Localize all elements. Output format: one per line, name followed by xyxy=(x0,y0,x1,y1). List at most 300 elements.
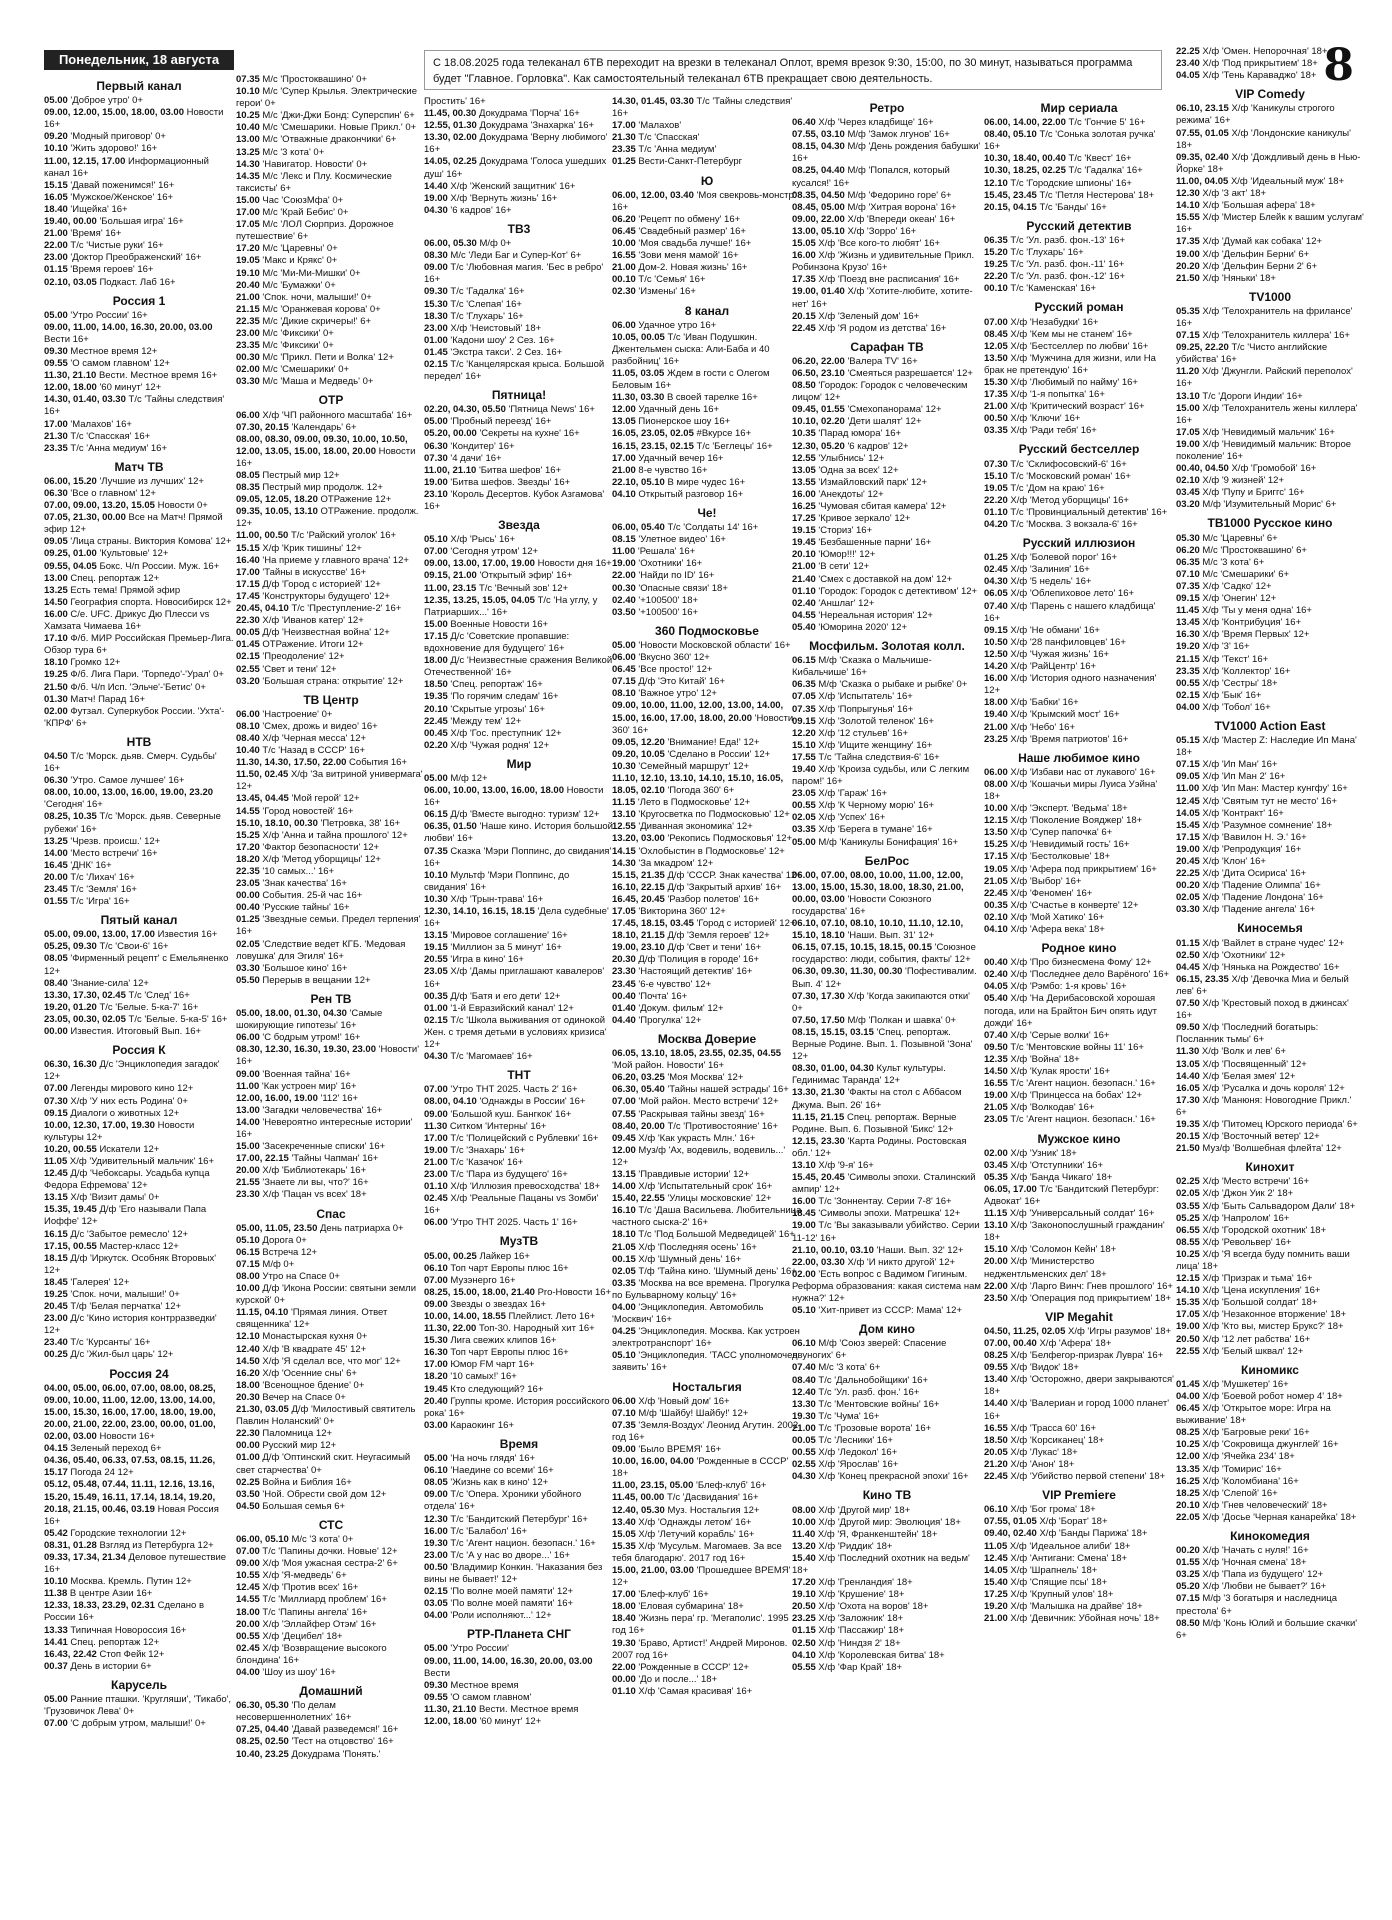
channel-title: Матч ТВ xyxy=(114,459,164,474)
program-title: Х/ф 'Пацан vs всех' 18+ xyxy=(262,1189,367,1201)
program-entry xyxy=(424,181,614,193)
program-time: 01.15 xyxy=(792,1625,816,1637)
schedule-column-2 xyxy=(236,74,426,1761)
program-title: Докудрама 'Понять.' xyxy=(291,1748,381,1760)
program-title: Х/ф 'Игры разумов' 18+ xyxy=(1068,1325,1172,1337)
program-time: 06.05 xyxy=(984,588,1008,600)
program-time: 00.10 xyxy=(984,283,1008,295)
program-time: 14.40 xyxy=(984,1398,1008,1410)
program-entry xyxy=(236,769,426,793)
program-title: Лайкер 16+ xyxy=(479,1250,530,1262)
program-time: 19.05 xyxy=(236,255,260,267)
program-entry xyxy=(792,501,982,513)
program-time: 02.05 xyxy=(236,938,260,950)
program-title: Pro-Новости 16+ xyxy=(537,1286,612,1298)
program-time: 22.25 xyxy=(1176,868,1200,880)
program-time: 22.45 xyxy=(984,1471,1008,1483)
program-time: 13.20, 03.00 xyxy=(612,833,665,845)
program-entry xyxy=(792,561,982,573)
program-entry xyxy=(792,1399,982,1411)
program-entry xyxy=(1176,1439,1364,1451)
program-time: 23.30 xyxy=(236,1189,260,1201)
program-time: 20.00 xyxy=(236,1165,260,1177)
program-entry xyxy=(984,1066,1174,1078)
program-time: 08.35 xyxy=(236,482,260,494)
program-title: Т/с 'Знахарь' 16+ xyxy=(450,1144,526,1156)
program-title: Х/ф 'Дельфин Берни 2' 6+ xyxy=(1202,260,1318,272)
program-time: 15.15 xyxy=(44,179,68,191)
program-entry xyxy=(792,1447,982,1459)
program-entry xyxy=(44,1168,234,1192)
program-title: Х/ф 'Критический возраст' 16+ xyxy=(1010,401,1145,413)
program-entry xyxy=(984,425,1174,437)
program-time: 04.30 xyxy=(424,1051,448,1063)
program-time: 17.15 xyxy=(1176,831,1200,843)
program-title: 'Есть вопрос с Вадимом Гигиным. Реформа образования: какая система нам нужна?' 12+ xyxy=(792,1268,981,1304)
program-entry xyxy=(424,619,614,631)
program-entry xyxy=(236,745,426,757)
program-title: М/ф 0+ xyxy=(479,238,512,250)
program-title: Х/ф 'Парень с нашего кладбища' 16+ xyxy=(984,600,1156,624)
program-title: ОТРажение. Итоги 12+ xyxy=(262,639,364,651)
program-entry xyxy=(44,1540,234,1552)
program-time: 05.00 xyxy=(612,639,636,651)
program-time: 23.00 xyxy=(424,322,448,334)
program-entry xyxy=(236,878,426,890)
program-entry xyxy=(1176,439,1364,463)
program-entry xyxy=(44,1313,234,1337)
program-title: 'Прошедшее ВРЕМЯ' 12+ xyxy=(612,1564,791,1589)
program-title: Х/ф 'Другой мир' 18+ xyxy=(818,1504,911,1516)
program-entry xyxy=(236,866,426,878)
program-time: 17.35 xyxy=(984,389,1008,401)
program-title: 'Малахов' xyxy=(638,120,682,132)
program-time: 14.30, 01.45, 03.30 xyxy=(612,96,694,107)
program-title: Х/ф 'Белфегор-призрак Лувра' 16+ xyxy=(1010,1350,1164,1362)
program-title: Х/ф 'Чужая родня' 12+ xyxy=(450,739,550,751)
program-entry xyxy=(424,1680,614,1692)
program-title: Д/с 'Кино история контрразведки' 12+ xyxy=(44,1313,217,1337)
program-entry xyxy=(424,404,614,416)
program-entry xyxy=(612,238,802,250)
program-title: Х/ф 'Испытательный срок' 16+ xyxy=(638,1181,773,1193)
program-entry xyxy=(984,247,1174,259)
program-entry xyxy=(44,836,234,848)
program-title: 'Блеф-клуб' 16+ xyxy=(696,1480,767,1492)
program-entry xyxy=(612,749,802,761)
schedule-column-3 xyxy=(424,96,614,1728)
program-time: 08.25, 04.40 xyxy=(792,165,845,177)
program-title: М/ф 'Полкан и шавка' 0+ xyxy=(847,1014,957,1026)
program-entry xyxy=(612,595,802,607)
program-title: Военные Новости 16+ xyxy=(450,618,549,630)
program-time: 19.20, 01.20 xyxy=(44,1001,97,1013)
program-entry xyxy=(612,1396,802,1408)
program-time: 07.00 xyxy=(612,1096,636,1108)
program-title: Т/с 'Папины дочки. Новые' 12+ xyxy=(262,1546,398,1558)
program-title: Х/ф 'Осенние сны' 6+ xyxy=(262,1367,357,1379)
program-entry xyxy=(792,1196,982,1208)
program-title: 'Жизнь пера' гр. 'Мегаполис'. 1995 год 16+ xyxy=(612,1613,789,1637)
program-time: 09.15 xyxy=(1176,593,1200,605)
program-title: Спец. репортаж 12+ xyxy=(70,1636,160,1648)
program-entry xyxy=(1176,771,1364,783)
program-entry xyxy=(236,1440,426,1452)
program-entry xyxy=(424,570,614,582)
program-time: 06.00, 05.10 xyxy=(236,1533,289,1545)
program-entry xyxy=(424,1526,614,1538)
program-title: Х/ф 'Банды Парижа' 18+ xyxy=(1039,1528,1148,1540)
program-time: 12.50 xyxy=(984,648,1008,660)
program-time: 17.00 xyxy=(612,120,636,132)
program-entry xyxy=(792,1257,982,1269)
program-entry xyxy=(612,882,802,894)
program-entry xyxy=(612,428,802,440)
program-title: 'Мужское/Женское' 16+ xyxy=(70,191,174,203)
schedule-column-5 xyxy=(792,96,982,1674)
program-title: Т/с 'Банды' 16+ xyxy=(1039,201,1107,213)
program-title: Х/ф 'Вернуть жизнь' 16+ xyxy=(450,192,558,204)
program-title: Т/с 'Глухарь' 16+ xyxy=(1010,247,1084,259)
program-entry xyxy=(984,129,1174,153)
channel-title: Кинокомедия xyxy=(1230,1528,1310,1543)
program-entry xyxy=(984,767,1174,779)
program-title: Х/ф 'Открытое море: Игра на выживание' 18+ xyxy=(1176,1403,1331,1427)
program-time: 07.00, 00.40 xyxy=(984,1338,1037,1349)
program-time: 19.00 xyxy=(612,558,636,570)
program-title: Т/с 'Анна медиум' 16+ xyxy=(70,442,168,454)
program-time: 19.00 xyxy=(984,1090,1008,1102)
program-title: Х/ф 'Цена искупления' 16+ xyxy=(1202,1285,1321,1297)
program-time: 11.00, 23.15 xyxy=(424,582,477,594)
program-entry xyxy=(1176,557,1364,569)
program-time: 07.50 xyxy=(1176,998,1200,1010)
program-time: 06.10, 07.10, 08.10, 10.10, 11.10, 12.10, 15.10, 18.10 xyxy=(792,918,964,942)
program-entry xyxy=(424,1716,614,1728)
program-entry xyxy=(612,1662,802,1674)
program-title: Х/ф 'Идеальный муж' 18+ xyxy=(1230,175,1345,187)
program-entry xyxy=(1176,261,1364,273)
program-entry xyxy=(612,954,802,966)
program-title: 'Энциклопедия. Москва. Как устроен электротранспорт' 16+ xyxy=(612,1326,800,1350)
program-title: Х/ф 'Девичник: Убойная ночь' 18+ xyxy=(1010,1613,1160,1625)
program-time: 10.30, 18.40, 00.40 xyxy=(984,153,1066,165)
program-time: 08.00 xyxy=(792,1504,816,1516)
program-title: Ранние пташки. 'Кругляши', 'Тикабо', 'Грузовичок Лева' 0+ xyxy=(44,1694,232,1718)
program-entry xyxy=(424,821,614,845)
program-time: 23.05 xyxy=(792,788,816,800)
program-title: Х/ф 'Охотники' 12+ xyxy=(1202,949,1286,961)
program-title: Х/ф 'Белый шквал' 12+ xyxy=(1202,1345,1304,1357)
program-time: 01.25 xyxy=(984,552,1008,564)
program-entry xyxy=(612,1589,802,1601)
program-entry xyxy=(424,846,614,870)
program-time: 10.20, 00.55 xyxy=(44,1143,97,1155)
program-title: Х/ф 'Ип Ман: Мастер кунгфу' 16+ xyxy=(1201,783,1348,795)
program-time: 05.30 xyxy=(1176,532,1200,544)
program-title: 'Юмор!!!' 12+ xyxy=(818,549,876,561)
program-title: Т/с 'Ул. разб. фон.-13' 16+ xyxy=(1010,234,1126,246)
program-entry xyxy=(44,657,234,669)
program-title: 'О самом главном' 12+ xyxy=(70,358,171,370)
program-time: 09.00, 10.00, 11.00, 12.00, 13.00, 14.00, 15.00, 16.00, 17.00, 18.00, 20.00 xyxy=(612,700,784,724)
program-title: Известия. Итоговый Вып. 16+ xyxy=(70,1026,202,1038)
program-entry xyxy=(792,323,982,335)
program-time: 18.20 xyxy=(424,1371,448,1383)
program-title: Т/с 'Земля' 16+ xyxy=(70,884,137,895)
program-title: Х/ф 'Русалка и дочь короля' 12+ xyxy=(1202,1082,1345,1094)
program-title: Т/с 'Вы заказывали убийство. Серии 11-12' 16+ xyxy=(792,1220,980,1244)
program-entry xyxy=(424,108,614,120)
program-title: 'Большая игра' 16+ xyxy=(99,216,184,228)
program-entry xyxy=(44,872,234,884)
program-entry xyxy=(1176,783,1364,795)
program-title: Новости 16+ xyxy=(424,785,604,809)
program-entry xyxy=(612,1109,802,1121)
program-time: 13.10 xyxy=(1176,390,1200,402)
program-entry xyxy=(44,204,234,216)
program-entry xyxy=(984,969,1174,981)
program-entry xyxy=(1176,1131,1364,1143)
program-entry xyxy=(612,676,802,688)
program-entry xyxy=(984,1030,1174,1042)
program-time: 08.25, 02.50 xyxy=(236,1736,289,1748)
program-time: 13.15 xyxy=(612,1168,636,1180)
program-title: 'Доброе утро' 0+ xyxy=(70,95,143,107)
program-title: События 16+ xyxy=(349,757,408,769)
program-time: 06.10 xyxy=(424,1262,448,1274)
program-title: Х/ф 'Под прикрытием' 18+ xyxy=(1202,58,1318,70)
program-title: Футзал. Суперкубок России. 'Ухта'-'КПРФ' 6+ xyxy=(44,705,225,729)
program-title: М/с '3 кота' 6+ xyxy=(1202,556,1265,568)
program-title: Докудрама 'Голоса ушедших душ' 16+ xyxy=(424,156,607,180)
program-title: Т/с 'Ментовские войны' 16+ xyxy=(818,1398,940,1410)
program-title: Х/ф 'Последнее дело Варёного' 16+ xyxy=(1010,969,1170,981)
program-entry xyxy=(236,207,426,219)
program-entry xyxy=(424,595,614,619)
program-time: 00.15 xyxy=(612,1253,636,1265)
program-entry xyxy=(1176,892,1364,904)
program-entry xyxy=(424,1311,614,1323)
program-time: 15.00 xyxy=(1176,402,1200,414)
program-title: Х/ф 'Падение ангела' 16+ xyxy=(1202,904,1316,916)
program-time: 07.35 xyxy=(792,703,816,715)
program-entry xyxy=(236,1724,426,1736)
program-entry xyxy=(1176,1427,1364,1439)
program-time: 05.42 xyxy=(44,1527,68,1539)
program-entry xyxy=(236,1619,426,1631)
program-title: Т/с 'Слепая' 16+ xyxy=(450,298,522,310)
program-entry xyxy=(424,546,614,558)
program-title: Х/ф 'Метод уборщицы' 16+ xyxy=(1010,494,1129,506)
page-number: 8 xyxy=(1323,40,1354,91)
program-entry xyxy=(1176,702,1364,714)
program-time: 22.35 xyxy=(236,866,260,877)
program-entry xyxy=(236,159,426,171)
program-time: 16.55 xyxy=(612,250,636,262)
program-entry xyxy=(44,1661,234,1673)
program-time: 21.15 xyxy=(236,303,260,315)
program-time: 06.15 xyxy=(424,809,448,821)
program-entry xyxy=(424,1610,614,1622)
program-time: 19.00 xyxy=(1176,1321,1200,1333)
program-entry xyxy=(984,1459,1174,1471)
program-entry xyxy=(1176,1237,1364,1249)
program-time: 09.45 xyxy=(612,1132,636,1144)
program-time: 01.00 xyxy=(424,334,448,346)
program-time: 12.45 xyxy=(236,1582,260,1594)
program-title: Х/ф 'Афера' 18+ xyxy=(1039,1338,1112,1349)
program-entry xyxy=(984,1281,1174,1293)
program-entry xyxy=(984,317,1174,329)
program-entry xyxy=(792,311,982,323)
program-entry xyxy=(1176,1557,1364,1569)
program-entry xyxy=(984,1577,1174,1589)
program-entry xyxy=(612,558,802,570)
program-title: День в истории 6+ xyxy=(70,1660,152,1672)
program-title: 'Знаете ли вы, что?' 16+ xyxy=(262,1177,369,1189)
program-title: '1-й Евразийский канал' 12+ xyxy=(450,1002,574,1014)
program-time: 20.45 xyxy=(1176,856,1200,867)
program-entry xyxy=(612,1015,802,1027)
program-entry xyxy=(44,884,234,896)
program-title: Т/с 'Спасская' 16+ xyxy=(70,430,151,442)
channel-title: TV1000 Action East xyxy=(1214,718,1326,733)
program-title: Х/ф 'Контракт' 16+ xyxy=(1202,807,1284,819)
program-time: 14.40 xyxy=(1176,1070,1200,1082)
program-entry xyxy=(792,691,982,703)
program-time: 07.00 xyxy=(424,1084,448,1096)
program-time: 07.00 xyxy=(424,1274,448,1286)
program-time: 09.33, 17.34, 21.34 xyxy=(44,1551,126,1563)
program-title: 'Новости Союзного государства' 16+ xyxy=(792,893,932,917)
program-entry xyxy=(236,1081,426,1093)
channel-title: Наше любимое кино xyxy=(1018,750,1140,765)
program-title: 'Мой район. Место встречи' 12+ xyxy=(638,1096,779,1108)
program-time: 08.40, 20.00 xyxy=(612,1120,665,1132)
program-title: 'Диванная экономика' 12+ xyxy=(638,821,753,833)
program-entry xyxy=(612,274,802,286)
program-time: 04.05 xyxy=(984,981,1008,993)
program-entry xyxy=(612,226,802,238)
program-time: 07.00 xyxy=(44,1083,68,1095)
program-entry xyxy=(236,733,426,745)
channel-title: VIP Comedy xyxy=(1235,87,1305,102)
date-banner: Понедельник, 18 августа xyxy=(44,50,234,70)
program-entry xyxy=(424,156,614,180)
program-time: 09.05, 12.05, 18.20 xyxy=(236,494,318,506)
program-time: 16.10, 22.15 xyxy=(612,881,665,893)
program-title: Х/ф 'Принцесса на бобах' 12+ xyxy=(1010,1090,1143,1102)
program-entry xyxy=(424,942,614,954)
channel-title: Первый канал xyxy=(96,79,182,93)
program-entry xyxy=(424,809,614,821)
program-time: 08.15, 15.15, 03.15 xyxy=(792,1026,874,1038)
program-entry xyxy=(984,519,1174,531)
program-entry xyxy=(424,1550,614,1562)
program-title: 'Кондитер' 16+ xyxy=(450,440,515,452)
program-time: 17.00 xyxy=(612,452,636,464)
program-title: Х/ф 'Последний охотник на ведьм' 18+ xyxy=(792,1552,970,1576)
program-entry xyxy=(1176,1119,1364,1131)
program-entry xyxy=(1176,46,1364,58)
program-title: 'Одна за всех' 12+ xyxy=(818,464,899,476)
program-time: 02.50 xyxy=(1176,949,1200,961)
channel-title: Россия К xyxy=(112,1043,166,1058)
program-time: 20.30 xyxy=(236,1391,260,1403)
program-entry xyxy=(984,459,1174,471)
program-time: 17.05 xyxy=(1176,426,1200,438)
program-entry xyxy=(1176,735,1364,759)
program-title: Д/ф 'Вместе выгодно: туризм' 12+ xyxy=(450,809,600,821)
program-time: 06.55 xyxy=(1176,1224,1200,1236)
program-entry xyxy=(612,858,802,870)
program-entry xyxy=(984,1350,1174,1362)
program-entry xyxy=(44,1026,234,1038)
program-time: 00.00 xyxy=(236,890,260,902)
program-entry xyxy=(612,991,802,1003)
program-title: 'Энциклопедия. Автомобиль 'Москвич' 16+ xyxy=(612,1302,764,1326)
program-time: 13.45 xyxy=(1176,617,1200,629)
program-title: Х/ф 'Супер папочка' 6+ xyxy=(1010,827,1113,839)
program-entry xyxy=(612,453,802,465)
program-entry xyxy=(424,1477,614,1489)
program-time: 13.00, 05.10 xyxy=(792,225,845,237)
program-title: 'Было ВРЕМЯ' 16+ xyxy=(638,1444,722,1456)
program-time: 20.15, 04.15 xyxy=(984,201,1037,213)
program-title: Х/ф 'Каникулы строгого режима' 16+ xyxy=(1176,103,1335,127)
program-entry xyxy=(612,1229,802,1241)
program-entry xyxy=(984,876,1174,888)
program-entry xyxy=(984,1589,1174,1601)
program-title: М/с 'Бумажки' 0+ xyxy=(262,279,336,291)
program-entry xyxy=(792,525,982,537)
program-time: 13.15 xyxy=(44,1192,68,1204)
program-time: 06.00 xyxy=(612,1395,636,1407)
program-time: 10.30 xyxy=(612,760,636,772)
program-title: Х/ф 'Афера под прикрытием' 16+ xyxy=(1010,863,1157,875)
program-time: 09.25, 01.00 xyxy=(44,548,97,560)
program-title: 'Кругосветка по Подмосковью' 12+ xyxy=(638,809,790,821)
program-time: 02.05 xyxy=(612,1265,636,1277)
program-entry xyxy=(792,1601,982,1613)
program-time: 11.00, 04.05 xyxy=(1176,175,1229,187)
program-entry xyxy=(984,165,1174,177)
program-entry xyxy=(236,854,426,866)
program-entry xyxy=(984,377,1174,389)
program-time: 08.40 xyxy=(44,977,68,989)
program-time: 10.00, 14.00, 18.55 xyxy=(424,1311,506,1322)
program-entry xyxy=(612,262,802,274)
program-entry xyxy=(792,1245,982,1257)
program-time: 23.35 xyxy=(44,442,68,454)
program-time: 06.20 xyxy=(612,213,636,225)
program-title: Т/с 'Лесники' 16+ xyxy=(818,1435,893,1447)
program-title: Юмор FM чарт 16+ xyxy=(450,1359,535,1371)
program-time: 04.50 xyxy=(236,1500,260,1512)
program-entry xyxy=(984,1398,1174,1422)
program-title: 'Лучшие из лучших' 12+ xyxy=(99,475,204,487)
program-entry xyxy=(792,1613,982,1625)
program-time: 11.45 xyxy=(1176,605,1200,617)
program-entry xyxy=(236,1501,426,1513)
program-title: Т/с 'Чисто английские убийства' 16+ xyxy=(1176,342,1328,366)
program-title: 8-е чувство 16+ xyxy=(638,464,708,476)
program-title: Х/ф 'Рысь' 16+ xyxy=(450,534,516,546)
program-entry xyxy=(1176,844,1364,856)
program-entry xyxy=(236,268,426,280)
program-title: Х/ф '5 недель' 16+ xyxy=(1010,576,1092,588)
